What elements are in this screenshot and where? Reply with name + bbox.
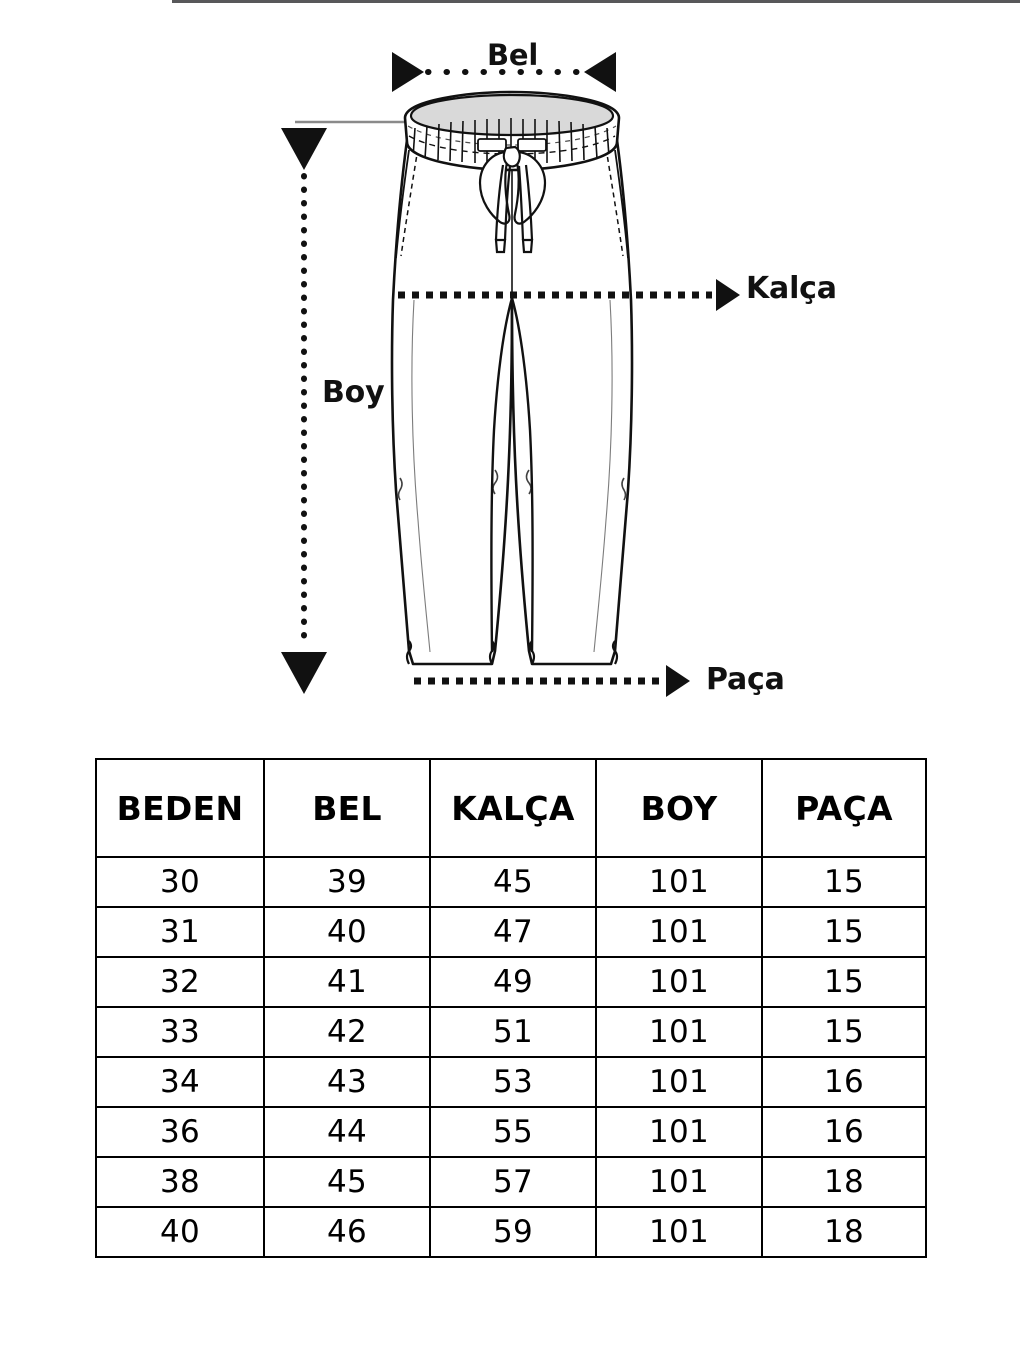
cell-beden: 34 [96,1057,264,1107]
size-table [95,758,927,1258]
table-row [96,907,926,957]
cell-paça: 18 [762,1157,926,1207]
aglet-right [523,240,532,252]
cell-beden: 40 [96,1207,264,1257]
bow-knot [504,147,520,166]
cell-beden: 31 [96,907,264,957]
cell-beden: 36 [96,1107,264,1157]
label-kalca: Kalça [746,271,837,306]
label-boy: Boy [322,375,385,410]
cell-kalça: 57 [430,1157,596,1207]
table-row [96,1157,926,1207]
label-bel: Bel [487,38,539,72]
table-row [96,1107,926,1157]
cell-paça: 15 [762,957,926,1007]
table-header-row [96,759,926,857]
cell-bel: 45 [264,1157,430,1207]
aglet-left [496,240,505,252]
cell-paça: 15 [762,857,926,907]
table-row [96,1207,926,1257]
cell-kalça: 47 [430,907,596,957]
column-header-bel: BEL [264,759,430,857]
paca-dimension-line [414,665,690,697]
cell-boy: 101 [596,1207,762,1257]
drawstring-eyelet-right [518,139,546,151]
cell-paça: 16 [762,1057,926,1107]
cell-kalça: 45 [430,857,596,907]
table-row [96,857,926,907]
boy-dimension-arrow [281,128,327,694]
cell-paça: 15 [762,1007,926,1057]
label-paca: Paça [706,662,785,697]
cell-kalça: 49 [430,957,596,1007]
cell-kalça: 51 [430,1007,596,1057]
cell-boy: 101 [596,957,762,1007]
cell-bel: 41 [264,957,430,1007]
cell-boy: 101 [596,857,762,907]
cell-boy: 101 [596,1157,762,1207]
cell-beden: 38 [96,1157,264,1207]
cell-paça: 18 [762,1207,926,1257]
column-header-boy: BOY [596,759,762,857]
cell-beden: 32 [96,957,264,1007]
column-header-beden: BEDEN [96,759,264,857]
cell-kalça: 59 [430,1207,596,1257]
size-table-container [95,758,925,1258]
cell-boy: 101 [596,1007,762,1057]
table-row [96,1057,926,1107]
cell-boy: 101 [596,907,762,957]
cell-paça: 15 [762,907,926,957]
cell-kalça: 55 [430,1107,596,1157]
table-row [96,1007,926,1057]
table-row [96,957,926,1007]
cell-paça: 16 [762,1107,926,1157]
cell-beden: 33 [96,1007,264,1057]
cell-bel: 43 [264,1057,430,1107]
cell-boy: 101 [596,1057,762,1107]
cell-kalça: 53 [430,1057,596,1107]
column-header-kalça: KALÇA [430,759,596,857]
pants-illustration [392,92,632,664]
cell-beden: 30 [96,857,264,907]
left-leg-outline [392,140,512,664]
cell-bel: 39 [264,857,430,907]
cell-boy: 101 [596,1107,762,1157]
cell-bel: 44 [264,1107,430,1157]
drawstring-eyelet-left [478,139,506,151]
column-header-paça: PAÇA [762,759,926,857]
cell-bel: 46 [264,1207,430,1257]
cell-bel: 40 [264,907,430,957]
cell-bel: 42 [264,1007,430,1057]
